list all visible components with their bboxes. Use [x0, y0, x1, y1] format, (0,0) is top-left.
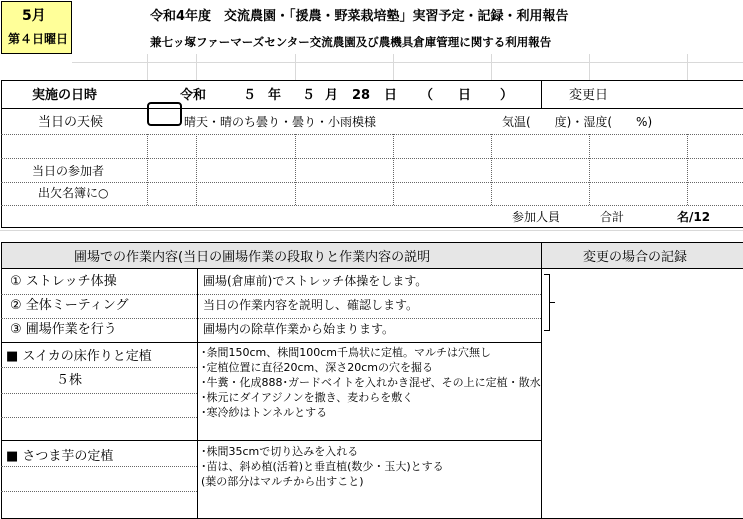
watermelon-title: ■ スイカの床作りと定植 [6, 349, 152, 364]
grid-line [1, 466, 197, 467]
task-row-line [1, 342, 541, 343]
total-value[interactable]: 名/12 [677, 210, 711, 224]
task-desc-fieldwork: 圃場内の除草作業から始まります。 [203, 322, 395, 336]
task-label-fieldwork: ③ 圃場作業を行う [10, 322, 117, 337]
watermelon-count: ５株 [56, 373, 83, 388]
sweetpotato-line: (葉の部分はマルチから出すこと) [201, 475, 364, 488]
change-date-divider [541, 80, 542, 108]
grid-line [687, 54, 688, 80]
grid-line [295, 54, 296, 80]
info-divider [1, 108, 743, 109]
change-record-header: 変更の場合の記録 [583, 250, 688, 265]
grid-line [1, 417, 197, 418]
grid-line [589, 54, 590, 80]
weather-options: 晴天・晴のち曇り・曇り・小雨模様 [184, 115, 377, 129]
attendance-label: 出欠名簿に○ [38, 186, 109, 200]
grid-line [1, 367, 197, 368]
grid-line [491, 54, 492, 80]
grid-line [72, 62, 743, 63]
week-label: 第４日曜日 [8, 32, 69, 46]
grid-line [196, 134, 197, 205]
task-row-line [1, 318, 541, 319]
month-label: 5月 [22, 8, 46, 24]
task-divider [197, 268, 198, 519]
month-unit: 月 [325, 88, 339, 103]
temp-humidity-label: 気温( 度)・湿度( %) [502, 115, 653, 129]
weather-label: 当日の天候 [38, 115, 104, 130]
task-label-meeting: ② 全体ミーティング [10, 298, 129, 313]
grid-line [1, 393, 197, 394]
weather-checkbox[interactable] [147, 102, 182, 126]
grid-line [147, 54, 148, 80]
work-header-divider [1, 268, 743, 269]
grid-line [1, 491, 197, 492]
page-subtitle: 兼七ッ塚ファーマーズセンター交流農園及び農機具倉庫管理に関する利用報告 [150, 35, 552, 49]
grid-line [0, 230, 743, 231]
weekday-open-paren: （ [420, 88, 434, 103]
grid-line [491, 134, 492, 205]
year-value[interactable]: ５ [243, 88, 257, 103]
grid-line [196, 54, 197, 80]
total-label: 合計 [600, 210, 625, 224]
day-value[interactable]: 28 [352, 88, 371, 103]
watermelon-line: ･株元にダイアジノンを撒き、麦わらを敷く [201, 391, 414, 404]
watermelon-line: ･定植位置に直径20cm、深さ20cmの穴を掘る [201, 361, 434, 374]
sweetpotato-line: ･株間35cmで切り込みを入れる [201, 445, 359, 458]
year-unit: 年 [268, 88, 282, 103]
grid-line [393, 134, 394, 205]
grid-line [393, 54, 394, 80]
page-title: 令和4年度 交流農園・「援農・野菜栽培塾」実習予定・記録・利用報告 [150, 9, 569, 24]
grid-line [1, 182, 743, 183]
change-bracket-tick [550, 302, 555, 303]
sweetpotato-line: ･苗は、斜め植(活着)と垂直植(数少・玉大)とする [201, 460, 444, 473]
grid-line [1, 205, 743, 206]
participants-label: 当日の参加者 [32, 164, 105, 178]
era-label: 令和 [180, 88, 207, 103]
grid-line [1, 134, 743, 135]
task-desc-stretch: 圃場(倉庫前)でストレッチ体操をします。 [203, 274, 428, 288]
task-desc-meeting: 当日の作業内容を説明し、確認します。 [203, 298, 419, 312]
sweetpotato-title: ■ さつま芋の定植 [6, 449, 114, 464]
weekday-value[interactable]: 日 [458, 88, 472, 103]
work-header: 圃場での作業内容(当日の圃場作業の段取りと作業内容の説明 [74, 250, 431, 265]
month-value[interactable]: ５ [302, 88, 316, 103]
watermelon-line: ･条間150cm、株間100cm千鳥状に定植。マルチは穴無し [201, 346, 492, 359]
grid-line [147, 134, 148, 205]
work-change-divider [541, 242, 542, 519]
grid-line [589, 134, 590, 205]
date-label: 実施の日時 [32, 88, 98, 103]
grid-line [1, 158, 743, 159]
grid-line [295, 134, 296, 205]
watermelon-line: ･寒冷紗はトンネルとする [201, 406, 328, 419]
weekday-close-paren: ） [500, 88, 514, 103]
count-label: 参加人員 [512, 210, 561, 224]
task-row-line [1, 440, 541, 441]
change-date-label: 変更日 [569, 88, 609, 103]
task-label-stretch: ① ストレッチ体操 [10, 274, 117, 289]
task-row-line [1, 294, 541, 295]
day-unit: 日 [384, 88, 398, 103]
grid-line [687, 134, 688, 205]
watermelon-line: ･牛糞・化成888･ガードベイトを入れかき混ぜ、その上に定植・散水 [201, 376, 541, 389]
